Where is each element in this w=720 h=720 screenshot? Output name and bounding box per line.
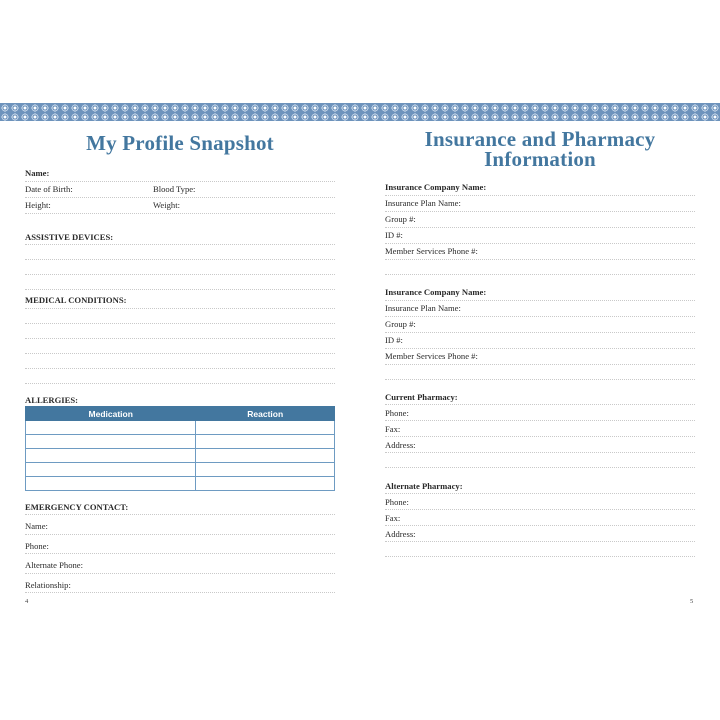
insurance-plan-1-label: Insurance Plan Name: [385, 198, 461, 208]
medication-column-header: Medication [26, 407, 196, 421]
id-1-line[interactable] [385, 243, 695, 244]
emergency-alt-phone-line[interactable] [25, 573, 335, 574]
emergency-line-0[interactable] [25, 514, 335, 515]
medication-cell[interactable] [26, 477, 196, 491]
dob-label: Date of Birth: [25, 184, 73, 194]
emergency-alt-phone-label: Alternate Phone: [25, 560, 83, 570]
right-page-title-line-2: Information [484, 147, 596, 171]
alternate-pharmacy-address-label: Address: [385, 529, 416, 539]
reaction-cell[interactable] [196, 421, 335, 435]
id-2-line[interactable] [385, 348, 695, 349]
group-1-label: Group #: [385, 214, 416, 224]
emergency-relationship-label: Relationship: [25, 580, 71, 590]
current-pharmacy-address-label: Address: [385, 440, 416, 450]
insurance-company-2-line[interactable] [385, 300, 695, 301]
current-pharmacy-address-line[interactable] [385, 452, 695, 453]
alternate-pharmacy-fax-label: Fax: [385, 513, 401, 523]
current-pharmacy-fax-line[interactable] [385, 436, 695, 437]
emergency-name-line[interactable] [25, 534, 335, 535]
reaction-cell[interactable] [196, 477, 335, 491]
current-pharmacy-phone-label: Phone: [385, 408, 409, 418]
member-services-2-label: Member Services Phone #: [385, 351, 478, 361]
allergies-heading: ALLERGIES: [25, 395, 79, 405]
insurance-company-2-label: Insurance Company Name: [385, 287, 487, 297]
current-pharmacy-fax-label: Fax: [385, 424, 401, 434]
right-page-number: 5 [690, 598, 694, 605]
id-1-label: ID #: [385, 230, 403, 240]
emergency-contact-heading: EMERGENCY CONTACT: [25, 502, 129, 512]
medical-line-2[interactable] [25, 323, 335, 324]
insurance-plan-2-line[interactable] [385, 316, 695, 317]
member-services-1-label: Member Services Phone #: [385, 246, 478, 256]
current-pharmacy-line[interactable] [385, 404, 695, 405]
emergency-phone-line[interactable] [25, 553, 335, 554]
height-line[interactable] [25, 213, 335, 214]
insurance-plan-2-label: Insurance Plan Name: [385, 303, 461, 313]
reaction-cell[interactable] [196, 449, 335, 463]
allergy-table [25, 406, 335, 491]
table-row [26, 463, 335, 477]
weight-label: Weight: [153, 200, 180, 210]
alternate-pharmacy-fax-line[interactable] [385, 525, 695, 526]
member-services-2-line[interactable] [385, 364, 695, 365]
insurance-company-1-line[interactable] [385, 195, 695, 196]
medication-cell[interactable] [26, 463, 196, 477]
right-page-title-line-1: Insurance and Pharmacy [424, 127, 656, 151]
alternate-pharmacy-phone-label: Phone: [385, 497, 409, 507]
insurance-2-extra-line[interactable] [385, 379, 695, 380]
medication-cell[interactable] [26, 435, 196, 449]
table-row [26, 421, 335, 435]
alternate-pharmacy-label: Alternate Pharmacy: [385, 481, 463, 491]
alternate-pharmacy-line[interactable] [385, 493, 695, 494]
emergency-relationship-line[interactable] [25, 592, 335, 593]
emergency-phone-label: Phone: [25, 541, 49, 551]
height-label: Height: [25, 200, 51, 210]
medical-line-5[interactable] [25, 368, 335, 369]
reaction-column-header: Reaction [196, 407, 335, 421]
table-row [26, 477, 335, 491]
member-services-1-line[interactable] [385, 259, 695, 260]
insurance-plan-1-line[interactable] [385, 211, 695, 212]
assistive-line-1[interactable] [25, 244, 335, 245]
alternate-pharmacy-phone-line[interactable] [385, 509, 695, 510]
group-2-line[interactable] [385, 332, 695, 333]
group-2-label: Group #: [385, 319, 416, 329]
current-pharmacy-label: Current Pharmacy: [385, 392, 458, 402]
id-2-label: ID #: [385, 335, 403, 345]
decorative-pattern-band [0, 103, 720, 121]
current-pharmacy-address-line-2[interactable] [385, 467, 695, 468]
current-pharmacy-phone-line[interactable] [385, 420, 695, 421]
left-page-number: 4 [25, 598, 29, 605]
insurance-1-extra-line[interactable] [385, 274, 695, 275]
name-label: Name: [25, 168, 50, 178]
dob-line[interactable] [25, 197, 335, 198]
emergency-name-label: Name: [25, 521, 48, 531]
name-line[interactable] [25, 181, 335, 182]
medication-cell[interactable] [26, 449, 196, 463]
table-row [26, 435, 335, 449]
alternate-pharmacy-address-line-2[interactable] [385, 556, 695, 557]
medical-line-6[interactable] [25, 383, 335, 384]
medication-cell[interactable] [26, 421, 196, 435]
medical-line-3[interactable] [25, 338, 335, 339]
assistive-line-2[interactable] [25, 259, 335, 260]
medical-line-1[interactable] [25, 308, 335, 309]
alternate-pharmacy-address-line[interactable] [385, 541, 695, 542]
table-row [26, 449, 335, 463]
assistive-line-4[interactable] [25, 289, 335, 290]
group-1-line[interactable] [385, 227, 695, 228]
assistive-devices-heading: ASSISTIVE DEVICES: [25, 232, 114, 242]
blood-type-label: Blood Type: [153, 184, 196, 194]
reaction-cell[interactable] [196, 463, 335, 477]
medical-conditions-heading: MEDICAL CONDITIONS: [25, 295, 127, 305]
left-page-title: My Profile Snapshot [86, 131, 274, 155]
medical-line-4[interactable] [25, 353, 335, 354]
reaction-cell[interactable] [196, 435, 335, 449]
insurance-company-1-label: Insurance Company Name: [385, 182, 487, 192]
assistive-line-3[interactable] [25, 274, 335, 275]
